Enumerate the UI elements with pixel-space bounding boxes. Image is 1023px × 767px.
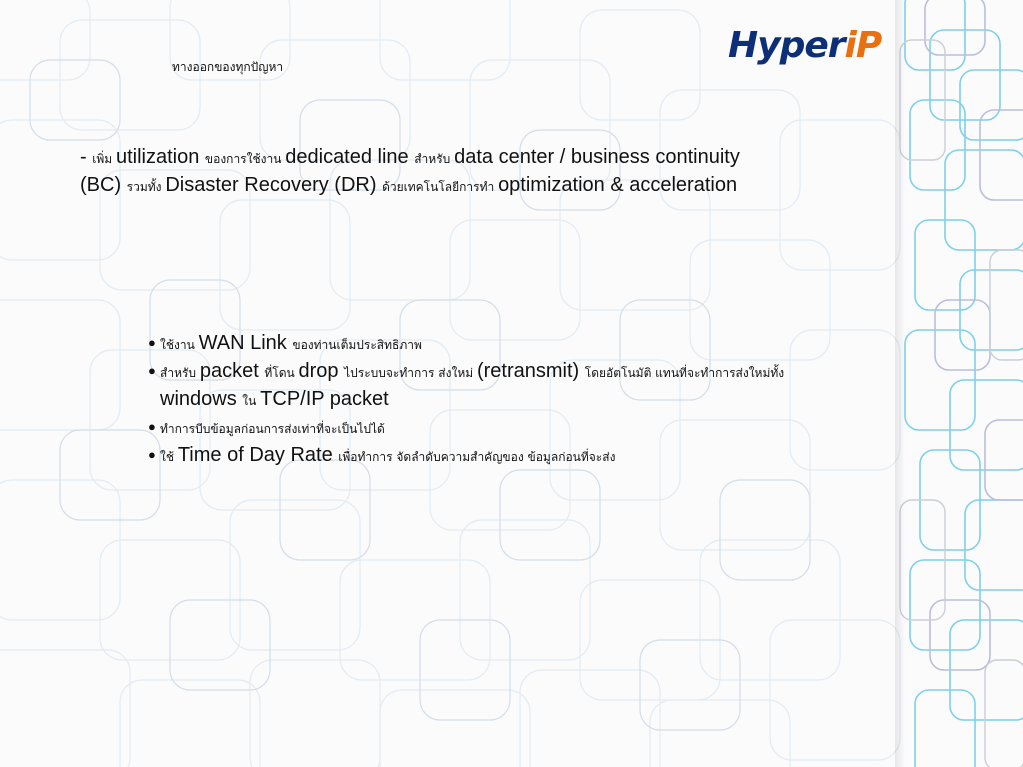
logo-part-hyper: Hyper — [728, 25, 845, 66]
bullet-item — [148, 442, 788, 470]
text-segment: โดยอัตโนมัติ แทนที่จะทำการส่งใหม่ทั้ง — [584, 366, 785, 380]
bullet-dot-icon: ● — [148, 363, 156, 378]
text-segment: รวมทั้ง — [126, 180, 166, 194]
text-segment: ด้วยเทคโนโลยีการทำ — [382, 180, 499, 194]
text-segment: utilization — [115, 146, 205, 168]
text-segment: windows — [160, 388, 243, 410]
bullet-dot-icon: ● — [148, 447, 156, 462]
logo-part-ip: iP — [844, 25, 882, 66]
text-segment: (retransmit) — [476, 360, 585, 382]
text-segment: ทำการบีบข้อมูลก่อนการส่งเท่าที่จะเป็นไปได้ — [160, 422, 385, 436]
text-segment: ใช้ — [160, 450, 178, 464]
bullet-item — [148, 414, 788, 442]
text-segment: ใน — [242, 394, 261, 408]
bullet-dot-icon: ● — [148, 335, 156, 350]
intro-paragraph — [80, 144, 780, 200]
text-segment: เพื่อทำการ จัดลำดับความสำคัญของ ข้อมูลก่อนที่จะส่ง — [338, 450, 616, 464]
text-segment: เพิ่ม — [92, 152, 116, 166]
text-segment: packet — [199, 360, 265, 382]
text-segment: สำหรับ — [160, 366, 200, 380]
side-shadow — [895, 0, 1023, 767]
text-segment: TCP/IP packet — [260, 388, 389, 410]
text-segment: - — [80, 146, 93, 168]
text-segment: Disaster Recovery (DR) — [165, 174, 383, 196]
text-segment: dedicated line — [285, 146, 415, 168]
text-segment: ที่โดน — [264, 366, 299, 380]
bullet-item — [148, 358, 788, 414]
text-segment: Time of Day Rate — [177, 444, 339, 466]
text-segment: WAN Link — [198, 332, 293, 354]
text-segment: drop — [298, 360, 345, 382]
text-segment: data center / business continuity (BC) — [80, 146, 740, 196]
bullet-list — [148, 330, 788, 470]
text-segment: ของการใช้งาน — [204, 152, 286, 166]
hyperip-logo — [728, 26, 881, 66]
text-segment: ไประบบจะทำการ ส่งใหม่ — [344, 366, 477, 380]
text-segment: optimization & acceleration — [498, 174, 738, 196]
bullet-item — [148, 330, 788, 358]
text-segment: สำหรับ — [414, 152, 455, 166]
text-segment: ใช้งาน — [160, 338, 199, 352]
text-segment: ของท่านเต็มประสิทธิภาพ — [292, 338, 422, 352]
slide-title: ทางออกของทุกปัญหา — [172, 60, 284, 74]
bullet-dot-icon: ● — [148, 419, 156, 434]
